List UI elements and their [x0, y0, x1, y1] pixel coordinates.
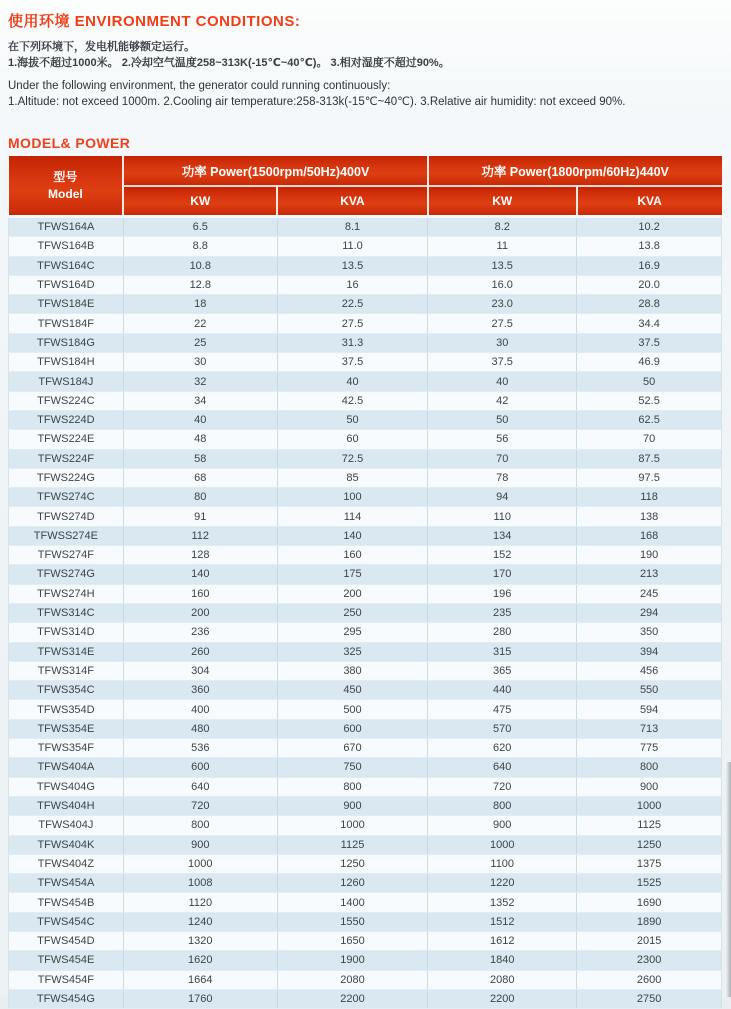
- value-cell: 1000: [277, 816, 427, 835]
- value-cell: 23.0: [428, 295, 577, 314]
- model-cell: TFWS164A: [9, 217, 124, 237]
- model-cell: TFWS224D: [9, 410, 124, 429]
- table-row: [9, 295, 722, 314]
- model-cell: TFWS224G: [9, 468, 124, 487]
- value-cell: 1612: [428, 931, 577, 950]
- value-cell: 12.8: [123, 275, 277, 294]
- table-row: [9, 507, 722, 526]
- table-row: [9, 353, 722, 372]
- value-cell: 1352: [428, 893, 577, 912]
- kva-60hz-column-header: KVA: [577, 186, 722, 217]
- table-row: [9, 372, 722, 391]
- value-cell: 1100: [428, 854, 577, 873]
- model-cell: TFWS314C: [9, 603, 124, 622]
- table-row: [9, 546, 722, 565]
- value-cell: 134: [428, 526, 577, 545]
- table-row: [9, 816, 722, 835]
- value-cell: 1664: [123, 970, 277, 989]
- table-row: [9, 449, 722, 468]
- scan-edge-shadow: [726, 762, 731, 997]
- table-body: [9, 217, 722, 1009]
- env-en-line1: Under the following environment, the generator could running continuously:: [8, 80, 391, 92]
- table-row: [9, 835, 722, 854]
- value-cell: 160: [123, 584, 277, 603]
- table-row: [9, 681, 722, 700]
- value-cell: 190: [577, 546, 722, 565]
- table-row: [9, 758, 722, 777]
- model-cell: TFWS274D: [9, 507, 124, 526]
- model-cell: TFWS454G: [9, 989, 124, 1008]
- value-cell: 1240: [123, 912, 277, 931]
- value-cell: 140: [123, 565, 277, 584]
- value-cell: 11: [428, 237, 577, 256]
- value-cell: 37.5: [577, 333, 722, 352]
- model-cell: TFWS314E: [9, 642, 124, 661]
- value-cell: 16.9: [577, 256, 722, 275]
- value-cell: 6.5: [123, 217, 277, 237]
- table-row: [9, 237, 722, 256]
- value-cell: 28.8: [577, 295, 722, 314]
- model-cell: TFWS314D: [9, 623, 124, 642]
- table-row: [9, 565, 722, 584]
- value-cell: 640: [428, 758, 577, 777]
- value-cell: 280: [428, 623, 577, 642]
- value-cell: 42.5: [277, 391, 427, 410]
- value-cell: 1900: [277, 951, 427, 970]
- value-cell: 1525: [577, 874, 722, 893]
- value-cell: 50: [577, 372, 722, 391]
- value-cell: 475: [428, 700, 577, 719]
- value-cell: 62.5: [577, 410, 722, 429]
- table-row: [9, 391, 722, 410]
- value-cell: 128: [123, 546, 277, 565]
- model-cell: TFWS274C: [9, 488, 124, 507]
- value-cell: 900: [123, 835, 277, 854]
- value-cell: 900: [577, 777, 722, 796]
- value-cell: 1220: [428, 874, 577, 893]
- value-cell: 800: [428, 796, 577, 815]
- value-cell: 70: [428, 449, 577, 468]
- value-cell: 1650: [277, 931, 427, 950]
- value-cell: 1125: [577, 816, 722, 835]
- value-cell: 213: [577, 565, 722, 584]
- value-cell: 2200: [428, 989, 577, 1008]
- model-cell: TFWS354F: [9, 739, 124, 758]
- value-cell: 114: [277, 507, 427, 526]
- value-cell: 800: [277, 777, 427, 796]
- value-cell: 670: [277, 739, 427, 758]
- value-cell: 18: [123, 295, 277, 314]
- value-cell: 10.8: [123, 256, 277, 275]
- value-cell: 27.5: [428, 314, 577, 333]
- value-cell: 87.5: [577, 449, 722, 468]
- value-cell: 295: [277, 623, 427, 642]
- value-cell: 78: [428, 468, 577, 487]
- model-cell: TFWS164C: [9, 256, 124, 275]
- value-cell: 500: [277, 700, 427, 719]
- value-cell: 170: [428, 565, 577, 584]
- value-cell: 50: [428, 410, 577, 429]
- model-cell: TFWS184E: [9, 295, 124, 314]
- table-row: [9, 488, 722, 507]
- kva-50hz-column-header: KVA: [277, 186, 427, 217]
- value-cell: 245: [577, 584, 722, 603]
- value-cell: 13.8: [577, 237, 722, 256]
- table-row: [9, 623, 722, 642]
- value-cell: 236: [123, 623, 277, 642]
- model-cell: TFWS454A: [9, 874, 124, 893]
- table-row: [9, 719, 722, 738]
- value-cell: 620: [428, 739, 577, 758]
- value-cell: 600: [277, 719, 427, 738]
- value-cell: 1120: [123, 893, 277, 912]
- table-row: [9, 912, 722, 931]
- value-cell: 1690: [577, 893, 722, 912]
- value-cell: 1000: [123, 854, 277, 873]
- model-cell: TFWS184J: [9, 372, 124, 391]
- value-cell: 112: [123, 526, 277, 545]
- value-cell: 72.5: [277, 449, 427, 468]
- value-cell: 1008: [123, 874, 277, 893]
- model-cell: TFWS404J: [9, 816, 124, 835]
- value-cell: 16.0: [428, 275, 577, 294]
- value-cell: 40: [428, 372, 577, 391]
- value-cell: 13.5: [277, 256, 427, 275]
- value-cell: 720: [428, 777, 577, 796]
- value-cell: 11.0: [277, 237, 427, 256]
- table-row: [9, 970, 722, 989]
- table-row: [9, 989, 722, 1008]
- value-cell: 100: [277, 488, 427, 507]
- env-zh-line2: 1.海拔不超过1000米。 2.冷却空气温度258~313K(-15℃~40℃)。 3.相对湿度不超过90%。: [8, 56, 450, 69]
- value-cell: 200: [123, 603, 277, 622]
- value-cell: 160: [277, 546, 427, 565]
- model-power-table: [8, 156, 722, 1009]
- environment-text-zh: [8, 40, 722, 71]
- value-cell: 138: [577, 507, 722, 526]
- value-cell: 713: [577, 719, 722, 738]
- value-cell: 91: [123, 507, 277, 526]
- table-row: [9, 642, 722, 661]
- value-cell: 8.2: [428, 217, 577, 237]
- value-cell: 1620: [123, 951, 277, 970]
- value-cell: 720: [123, 796, 277, 815]
- value-cell: 260: [123, 642, 277, 661]
- model-cell: TFWS184G: [9, 333, 124, 352]
- value-cell: 900: [277, 796, 427, 815]
- value-cell: 40: [123, 410, 277, 429]
- value-cell: 365: [428, 661, 577, 680]
- value-cell: 2600: [577, 970, 722, 989]
- value-cell: 152: [428, 546, 577, 565]
- table-row: [9, 854, 722, 873]
- value-cell: 168: [577, 526, 722, 545]
- value-cell: 1000: [577, 796, 722, 815]
- value-cell: 68: [123, 468, 277, 487]
- value-cell: 750: [277, 758, 427, 777]
- value-cell: 13.5: [428, 256, 577, 275]
- model-cell: TFWS454C: [9, 912, 124, 931]
- table-row: [9, 931, 722, 950]
- value-cell: 1512: [428, 912, 577, 931]
- value-cell: 294: [577, 603, 722, 622]
- model-cell: TFWS184H: [9, 353, 124, 372]
- value-cell: 42: [428, 391, 577, 410]
- value-cell: 22.5: [277, 295, 427, 314]
- kw-60hz-column-header: KW: [428, 186, 577, 217]
- value-cell: 34: [123, 391, 277, 410]
- value-cell: 480: [123, 719, 277, 738]
- value-cell: 48: [123, 430, 277, 449]
- value-cell: 20.0: [577, 275, 722, 294]
- model-cell: TFWSS274E: [9, 526, 124, 545]
- value-cell: 70: [577, 430, 722, 449]
- model-cell: TFWS404A: [9, 758, 124, 777]
- value-cell: 31.3: [277, 333, 427, 352]
- value-cell: 196: [428, 584, 577, 603]
- table-row: [9, 410, 722, 429]
- value-cell: 304: [123, 661, 277, 680]
- value-cell: 380: [277, 661, 427, 680]
- model-cell: TFWS404G: [9, 777, 124, 796]
- value-cell: 775: [577, 739, 722, 758]
- env-en-line2: 1.Altitude: not exceed 1000m. 2.Cooling air temperature:258-313k(-15℃~40℃). 3.Relative air humidity: not exceed 90%.: [8, 95, 626, 108]
- table-row: [9, 796, 722, 815]
- value-cell: 8.1: [277, 217, 427, 237]
- value-cell: 97.5: [577, 468, 722, 487]
- value-cell: 1760: [123, 989, 277, 1008]
- value-cell: 1250: [277, 854, 427, 873]
- table-row: [9, 333, 722, 352]
- value-cell: 536: [123, 739, 277, 758]
- value-cell: 1840: [428, 951, 577, 970]
- table-row: [9, 526, 722, 545]
- value-cell: 800: [577, 758, 722, 777]
- table-row: [9, 603, 722, 622]
- table-row: [9, 468, 722, 487]
- model-power-title: MODEL& POWER: [8, 135, 131, 151]
- value-cell: 56: [428, 430, 577, 449]
- table-row: [9, 874, 722, 893]
- model-cell: TFWS404H: [9, 796, 124, 815]
- value-cell: 1400: [277, 893, 427, 912]
- value-cell: 175: [277, 565, 427, 584]
- value-cell: 94: [428, 488, 577, 507]
- value-cell: 16: [277, 275, 427, 294]
- environment-conditions-title: 使用环境 ENVIRONMENT CONDITIONS:: [8, 13, 301, 30]
- value-cell: 594: [577, 700, 722, 719]
- value-cell: 1250: [577, 835, 722, 854]
- model-cell: TFWS164B: [9, 237, 124, 256]
- value-cell: 1260: [277, 874, 427, 893]
- model-cell: TFWS404K: [9, 835, 124, 854]
- value-cell: 235: [428, 603, 577, 622]
- value-cell: 27.5: [277, 314, 427, 333]
- value-cell: 1890: [577, 912, 722, 931]
- value-cell: 1000: [428, 835, 577, 854]
- value-cell: 10.2: [577, 217, 722, 237]
- value-cell: 80: [123, 488, 277, 507]
- value-cell: 2080: [277, 970, 427, 989]
- environment-text-en: [8, 79, 722, 110]
- table-row: [9, 739, 722, 758]
- value-cell: 85: [277, 468, 427, 487]
- value-cell: 8.8: [123, 237, 277, 256]
- value-cell: 46.9: [577, 353, 722, 372]
- value-cell: 456: [577, 661, 722, 680]
- value-cell: 30: [123, 353, 277, 372]
- model-cell: TFWS274F: [9, 546, 124, 565]
- model-cell: TFWS454D: [9, 931, 124, 950]
- table-row: [9, 893, 722, 912]
- model-cell: TFWS274H: [9, 584, 124, 603]
- value-cell: 640: [123, 777, 277, 796]
- value-cell: 37.5: [277, 353, 427, 372]
- table-row: [9, 661, 722, 680]
- model-cell: TFWS354E: [9, 719, 124, 738]
- value-cell: 1550: [277, 912, 427, 931]
- value-cell: 22: [123, 314, 277, 333]
- value-cell: 600: [123, 758, 277, 777]
- value-cell: 1125: [277, 835, 427, 854]
- value-cell: 550: [577, 681, 722, 700]
- model-cell: TFWS184F: [9, 314, 124, 333]
- model-cell: TFWS354C: [9, 681, 124, 700]
- value-cell: 325: [277, 642, 427, 661]
- value-cell: 50: [277, 410, 427, 429]
- value-cell: 440: [428, 681, 577, 700]
- table-row: [9, 584, 722, 603]
- model-header-zh: 型号: [53, 169, 78, 184]
- value-cell: 2080: [428, 970, 577, 989]
- table-row: [9, 256, 722, 275]
- value-cell: 140: [277, 526, 427, 545]
- value-cell: 400: [123, 700, 277, 719]
- value-cell: 2750: [577, 989, 722, 1008]
- value-cell: 900: [428, 816, 577, 835]
- value-cell: 800: [123, 816, 277, 835]
- table-header: [9, 156, 722, 217]
- model-cell: TFWS454B: [9, 893, 124, 912]
- value-cell: 1320: [123, 931, 277, 950]
- model-header-en: Model: [48, 186, 83, 201]
- value-cell: 30: [428, 333, 577, 352]
- model-cell: TFWS224E: [9, 430, 124, 449]
- value-cell: 58: [123, 449, 277, 468]
- model-cell: TFWS354D: [9, 700, 124, 719]
- table-row: [9, 430, 722, 449]
- model-cell: TFWS164D: [9, 275, 124, 294]
- table-row: [9, 951, 722, 970]
- value-cell: 34.4: [577, 314, 722, 333]
- value-cell: 1375: [577, 854, 722, 873]
- value-cell: 110: [428, 507, 577, 526]
- value-cell: 2015: [577, 931, 722, 950]
- table-row: [9, 700, 722, 719]
- model-cell: TFWS404Z: [9, 854, 124, 873]
- value-cell: 2300: [577, 951, 722, 970]
- model-cell: TFWS274G: [9, 565, 124, 584]
- model-cell: TFWS224F: [9, 449, 124, 468]
- value-cell: 60: [277, 430, 427, 449]
- model-cell: TFWS224C: [9, 391, 124, 410]
- env-zh-line1: 在下列环境下，发电机能够额定运行。: [8, 41, 195, 53]
- power-50hz-group-header: 功率 Power(1500rpm/50Hz)400V: [123, 156, 427, 186]
- value-cell: 350: [577, 623, 722, 642]
- kw-50hz-column-header: KW: [123, 186, 277, 217]
- model-cell: TFWS314F: [9, 661, 124, 680]
- value-cell: 360: [123, 681, 277, 700]
- model-cell: TFWS454F: [9, 970, 124, 989]
- power-60hz-group-header: 功率 Power(1800rpm/60Hz)440V: [428, 156, 722, 186]
- model-cell: TFWS454E: [9, 951, 124, 970]
- value-cell: 394: [577, 642, 722, 661]
- value-cell: 32: [123, 372, 277, 391]
- table-row: [9, 217, 722, 237]
- table-row: [9, 314, 722, 333]
- value-cell: 25: [123, 333, 277, 352]
- table-row: [9, 275, 722, 294]
- value-cell: 2200: [277, 989, 427, 1008]
- value-cell: 200: [277, 584, 427, 603]
- value-cell: 315: [428, 642, 577, 661]
- value-cell: 52.5: [577, 391, 722, 410]
- value-cell: 118: [577, 488, 722, 507]
- value-cell: 40: [277, 372, 427, 391]
- table-row: [9, 777, 722, 796]
- model-column-header: [9, 156, 124, 217]
- value-cell: 450: [277, 681, 427, 700]
- value-cell: 570: [428, 719, 577, 738]
- value-cell: 37.5: [428, 353, 577, 372]
- value-cell: 250: [277, 603, 427, 622]
